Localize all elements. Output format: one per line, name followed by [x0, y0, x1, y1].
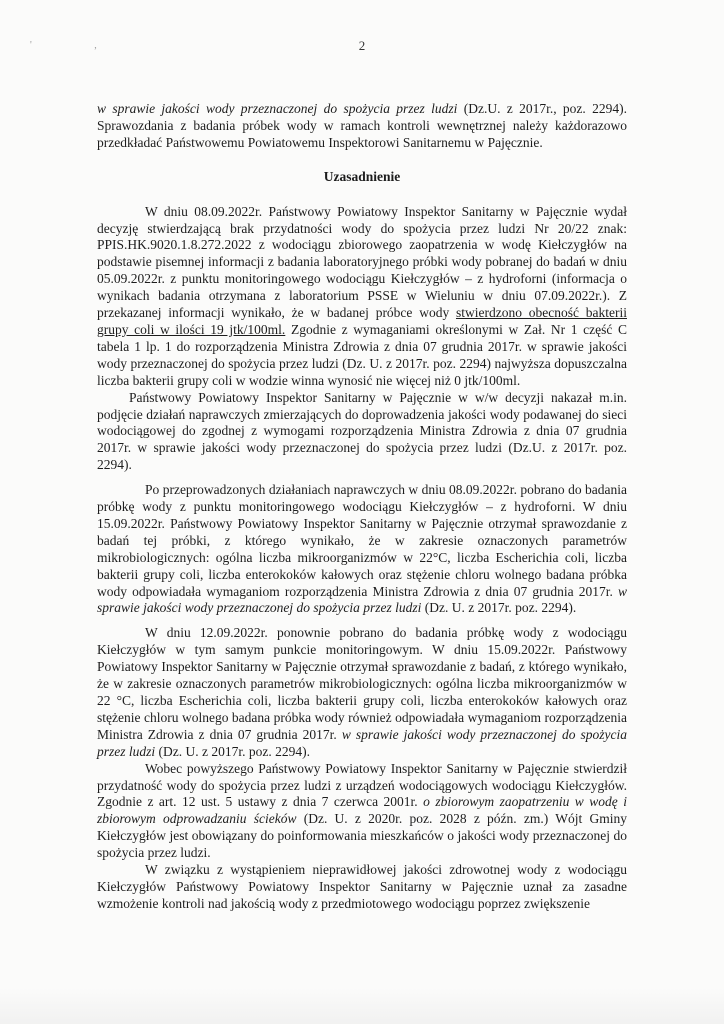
- margin-marks: ' ,: [30, 40, 127, 51]
- paragraph-text: (Dz. U. z 2017r. poz. 2294).: [421, 600, 577, 616]
- paragraph-decision: [97, 204, 627, 390]
- paragraph-continuation: [97, 101, 627, 152]
- regulation-title: w sprawie jakości wody przeznaczonej do spożycia przez ludzi: [97, 726, 627, 759]
- regulation-title: w sprawie jakości wody przeznaczonej do spożycia przez ludzi: [97, 583, 627, 616]
- page-number: 2: [358, 38, 366, 53]
- paragraph-order: Państwowy Powiatowy Inspektor Sanitarny w Pajęcznie w w/w decyzji nakazał m.in. podjęcie działań naprawczych zmierzających do doprowadzenia jakości wody podawanej do sieci wodociągowej do zgodnej z wymogami rozporządzenia Ministra Zdrowia z dnia 07 grudnia 2017r. w sprawie jakości wody przeznaczonej do spożycia przez ludzi (Dz.U. z 2017r. poz. 2294).: [97, 389, 627, 473]
- paragraph-control: W związku z wystąpieniem nieprawidłowej jakości zdrowotnej wody z wodociągu Kiełczygłów Państwowy Powiatowy Inspektor Sanitarny w Pajęcznie uznał za zasadne wzmożenie kontroli nad jakością wody z przedmiotowego wodociągu poprzez zwiększenie: [97, 862, 627, 911]
- paragraph-conclusion: [97, 761, 627, 862]
- scan-edge-shadow: [0, 988, 724, 1024]
- paragraph-second-sample: [97, 625, 627, 760]
- paragraph-text: W dniu 12.09.2022r. ponownie pobrano do badania próbkę wody z wodociągu Kiełczygłów w tym samym punkcie monitoringowym. W dniu 15.09.2022r. Państwowy Powiatowy Inspektor Sanitarny w Pajęcznie otrzymał sprawozdanie z badań, z którego wynikało, że w zakresie oznaczonych parametrów mikrobiologicznych: ogólna liczba mikroorganizmów w 22 °C, liczba Escherichia coli, liczba bakterii grupy coli, liczba enterokoków kałowych oraz stężenie chloru wolnego badana próbka wody również odpowiadała wymaganiom rozporządzenia Ministra Zdrowia z dnia 07 grudnia 2017r.: [97, 625, 627, 742]
- paragraph-text: (Dz. U. z 2020r. poz. 2028 z późn. zm.) Wójt Gminy Kiełczygłów jest obowiązany do poinformowania mieszkańców o jakości wody przeznaczonej do spożycia przez ludzi.: [97, 811, 627, 861]
- underlined-finding: stwierdzono obecność bakterii grupy coli w ilości 19 jtk/100ml.: [97, 305, 627, 337]
- paragraph-text: Po przeprowadzonych działaniach naprawczych w dniu 08.09.2022r. pobrano do badania próbkę wody z punktu monitoringowego wodociągu Kiełczygłów – z hydroforni. W dniu 15.09.2022r. Państwowy Powiatowy Inspektor Sanitarny w Pajęcznie otrzymał sprawozdanie z badań tej próbki, z którego wynikało, że w zakresie oznaczonych parametrów mikrobiologicznych: ogólna liczba mikroorganizmów w 22°C, liczba Escherichia coli, liczba bakterii grupy coli, liczba enterokoków kałowych oraz stężenie chloru wolnego badana próbka wody odpowiadała wymaganiom rozporządzenia Ministra Zdrowia z dnia 07 grudnia 2017r.: [97, 482, 627, 599]
- paragraph-text: (Dz. U. z 2017r. poz. 2294).: [155, 743, 310, 759]
- paragraph-text: W dniu 08.09.2022r. Państwowy Powiatowy Inspektor Sanitarny w Pajęcznie wydał decyzję stwierdzającą brak przydatności wody do spożycia przez ludzi Nr 20/22 znak: PPIS.HK.9020.1.8.272.2022 z wodociągu zbiorowego zaopatrzenia w wodę Kiełczygłów na podstawie pisemnej informacji z badania laboratoryjnego próbki wody pobranej do badań w dniu 05.09.2022r. z punktu monitoringowego wodociągu Kiełczygłów – z hydroforni (informacja o wynikach badania otrzymana z laboratorium PSSE w Wieluniu w dniu 07.09.2022r.). Z przekazanej informacji wynikało, że w badanej próbce wody: [97, 203, 627, 321]
- paragraph-text: Zgodnie z wymaganiami określonymi w Zał. Nr 1 część C tabela 1 lp. 1 do rozporządzenia Ministra Zdrowia z dnia 07 grudnia 2017r. w sprawie jakości wody przeznaczonej do spożycia przez ludzi (Dz. U. z 2017r. poz. 2294) najwyższa dopuszczalna liczba bakterii grupy coli w wodzie winna wynosić nie więcej niż 0 jtk/100ml.: [97, 321, 627, 388]
- document-body: [97, 101, 627, 913]
- section-heading: Uzasadnienie: [323, 168, 401, 184]
- act-title: o zbiorowym zaopatrzeniu w wodę i zbiorowym odprowadzaniu ścieków: [97, 794, 627, 827]
- regulation-title: w sprawie jakości wody przeznaczonej do spożycia przez ludzi: [97, 101, 458, 116]
- paragraph-text: Wobec powyższego Państwowy Powiatowy Inspektor Sanitarny w Pajęcznie stwierdził przydatność wody do spożycia przez ludzi z urządzeń wodociągowych wodociągu Kiełczygłów. Zgodnie z art. 12 ust. 5 ustawy z dnia 7 czerwca 2001r.: [97, 760, 627, 810]
- paragraph-first-sample: [97, 482, 627, 617]
- paragraph-text: (Dz.U. z 2017r., poz. 2294). Sprawozdania z badania próbek wody w ramach kontroli wewnętrznej należy każdorazowo przedkładać Państwowemu Powiatowemu Inspektorowi Sanitarnemu w Pajęcznie.: [97, 101, 627, 150]
